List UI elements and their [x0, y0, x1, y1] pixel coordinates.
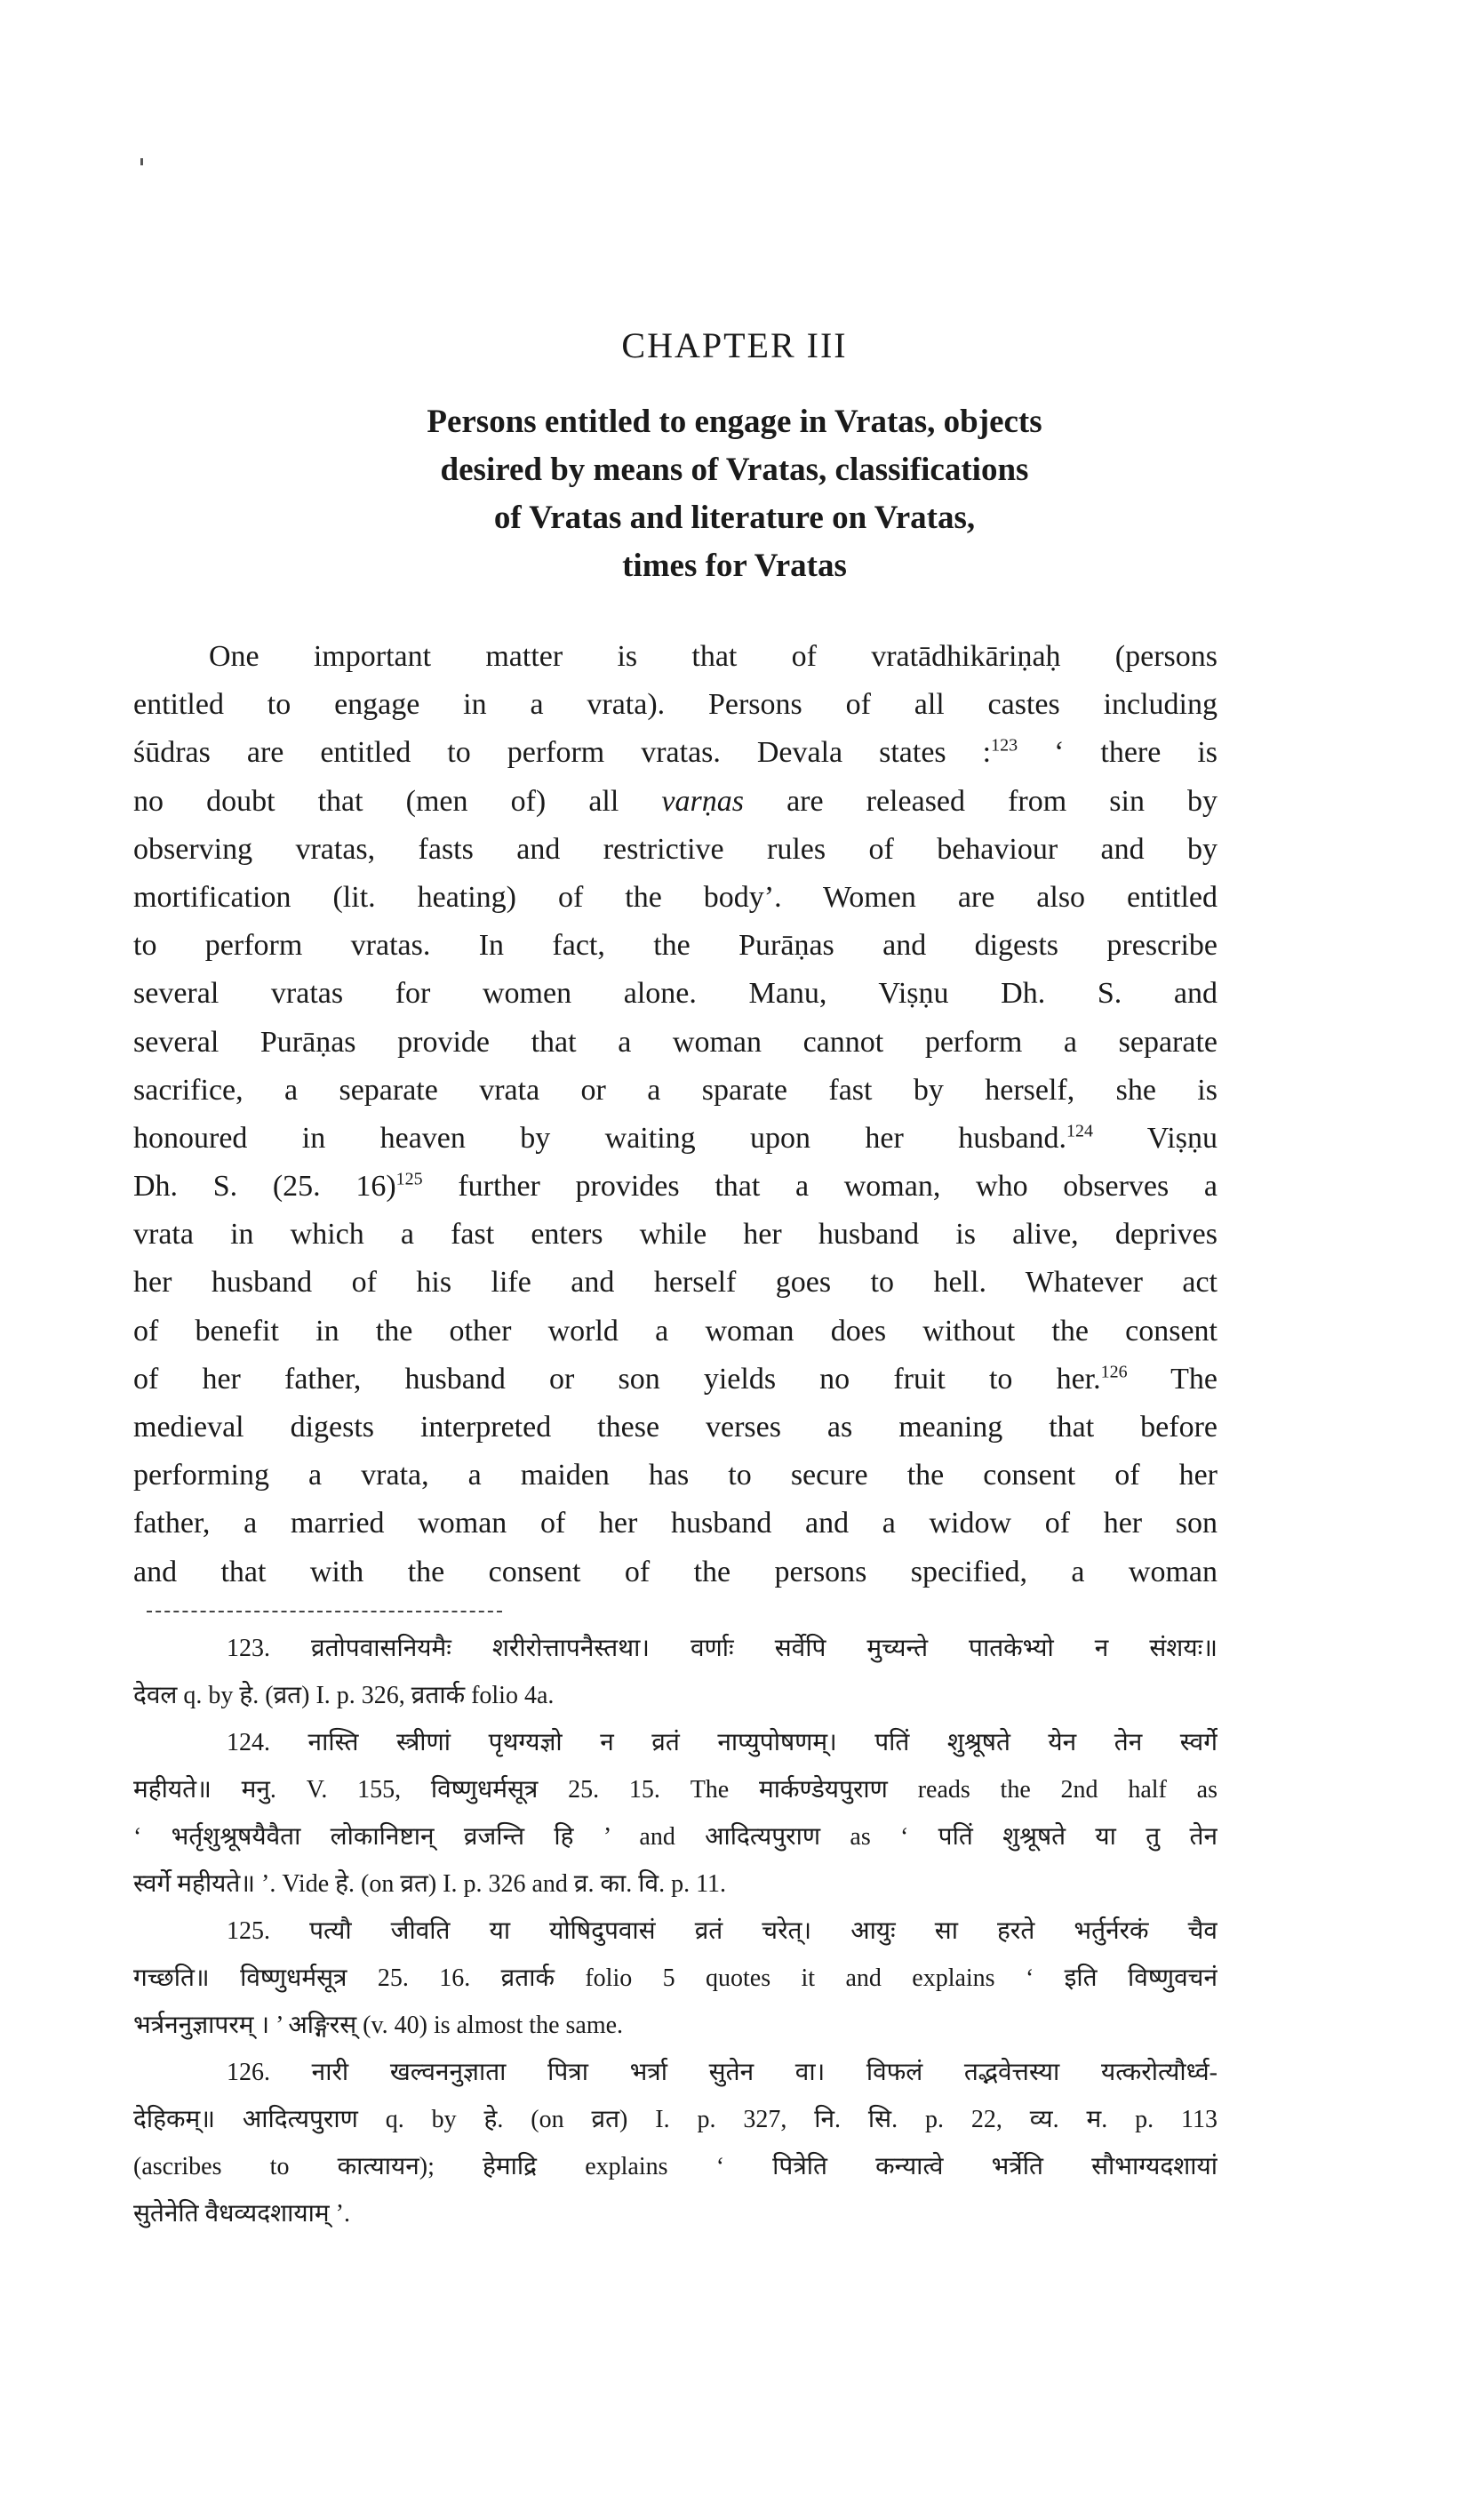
body-line: to perform vratas. In fact, the Purāṇas and digests prescribe	[133, 929, 1218, 963]
title-line: Persons entitled to engage in Vratas, objects	[427, 404, 1042, 440]
footnote-separator	[147, 1611, 502, 1612]
footnote-ref: 123	[991, 736, 1018, 756]
body-text: The	[1127, 1362, 1218, 1396]
footnote-line: देहिकम्॥ आदित्यपुराण q. by हे. (on व्रत) I. p. 327, नि. सि. p. 22, व्य. म. p. 113	[133, 2106, 1218, 2133]
body-line: medieval digests interpreted these verses as meaning that before	[133, 1411, 1218, 1444]
body-line: of benefit in the other world a woman does without the consent	[133, 1314, 1218, 1348]
footnote-ref: 126	[1100, 1362, 1128, 1382]
title-line: times for Vratas	[622, 548, 847, 584]
body-line: and that with the consent of the persons specified, a woman	[133, 1555, 1218, 1588]
footnote-line: स्वर्गे महीयते॥ ’. Vide हे. (on व्रत) I. p. 326 and व्र. का. वि. p. 11.	[133, 1870, 727, 1898]
title-line: desired by means of Vratas, classifications	[440, 452, 1029, 488]
footnote-ref: 124	[1066, 1121, 1094, 1141]
body-line: mortification (lit. heating) of the body’. Women are also entitled	[133, 880, 1218, 914]
chapter-heading: CHAPTER III	[621, 325, 848, 365]
footnote-line: देवल q. by हे. (व्रत) I. p. 326, व्रतार्क folio 4a.	[133, 1682, 555, 1709]
body-line: vrata in which a fast enters while her husband is alive, deprives	[133, 1218, 1218, 1252]
italic-term: varṇas	[661, 784, 744, 818]
body-line: One important matter is that of vratādhikāriṇaḥ (persons	[209, 640, 1218, 673]
footnote-line: 126. नारी खल्वननुज्ञाता पित्रा भर्त्रा सुतेन वा। विफलं तद्भवेत्तस्या यत्करोत्यौर्ध्व-	[227, 2059, 1218, 2086]
footnotes	[133, 1625, 1218, 2237]
body-line: several vratas for women alone. Manu, Viṣṇu Dh. S. and	[133, 977, 1218, 1011]
body-text: further provides that a woman, who observes a	[422, 1170, 1218, 1204]
body-paragraph	[133, 633, 1218, 1596]
footnote-line: 125. पत्यौ जीवति या योषिदुपवासं व्रतं चरेत्। आयुः सा हरते भर्तुर्नरकं चैव	[227, 1917, 1218, 1945]
footnote-line: 123. व्रतोपवासनियमैः शरीरोत्तापनैस्तथा। वर्णाः सर्वेपि मुच्यन्ते पातकेभ्यो न संशयः॥	[227, 1635, 1218, 1662]
body-line: her husband of his life and herself goes to hell. Whatever act	[133, 1266, 1218, 1300]
body-line: several Purāṇas provide that a woman cannot perform a separate	[133, 1025, 1218, 1059]
body-line	[133, 1115, 1218, 1163]
body-text: of her father, husband or son yields no fruit to her.	[133, 1362, 1101, 1396]
body-text: Dh. S. (25. 16)	[133, 1170, 396, 1204]
footnote-line: सुतेनेति वैधव्यदशायाम् ’.	[133, 2200, 350, 2228]
body-line	[133, 1356, 1218, 1404]
body-line	[133, 1163, 1218, 1211]
body-line: performing a vrata, a maiden has to secure the consent of her	[133, 1459, 1218, 1492]
body-text: are released from sin by	[743, 784, 1218, 818]
footnote-line: गच्छति॥ विष्णुधर्मसूत्र 25. 16. व्रतार्क folio 5 quotes it and explains ‘ इति विष्णुवचनं	[133, 1964, 1218, 1992]
chapter-title	[196, 398, 1273, 590]
body-line	[133, 729, 1218, 777]
footnote-line: भर्त्रननुज्ञापरम् । ’ अङ्गिरस् (v. 40) is almost the same.	[133, 2012, 624, 2039]
body-text: śūdras are entitled to perform vratas. Devala states :	[133, 736, 992, 770]
body-line: observing vratas, fasts and restrictive rules of behaviour and by	[133, 832, 1218, 866]
body-line: entitled to engage in a vrata). Persons of all castes including	[133, 688, 1218, 722]
footnote-ref: 125	[395, 1169, 423, 1189]
body-text: Viṣṇu	[1093, 1121, 1218, 1155]
body-line: father, a married woman of her husband and a widow of her son	[133, 1507, 1218, 1540]
body-text: ‘ there is	[1018, 736, 1218, 770]
body-text: honoured in heaven by waiting upon her husband.	[133, 1121, 1067, 1155]
body-line	[133, 778, 1218, 826]
footnote-line: 124. नास्ति स्त्रीणां पृथग्यज्ञो न व्रतं नाप्युपोषणम्। पतिं शुश्रूषते येन तेन स्वर्गे	[227, 1729, 1218, 1756]
scan-speck	[140, 158, 143, 165]
body-text: no doubt that (men of) all	[133, 784, 619, 818]
footnote-line: महीयते॥ मनु. V. 155, विष्णुधर्मसूत्र 25. 15. The मार्कण्डेयपुराण reads the 2nd half as	[133, 1776, 1218, 1804]
footnote-line: (ascribes to कात्यायन); हेमाद्रि explains ‘ पित्रेति कन्यात्वे भर्त्रेति सौभाग्यदशायां	[133, 2153, 1218, 2180]
body-line: sacrifice, a separate vrata or a sparate fast by herself, she is	[133, 1073, 1218, 1107]
title-line: of Vratas and literature on Vratas,	[493, 500, 976, 536]
footnote-line: ‘ भर्तृशुश्रूषयैवैता लोकानिष्टान् व्रजन्ति हि ’ and आदित्यपुराण as ‘ पतिं शुश्रूषते या तु तेन	[133, 1823, 1218, 1851]
